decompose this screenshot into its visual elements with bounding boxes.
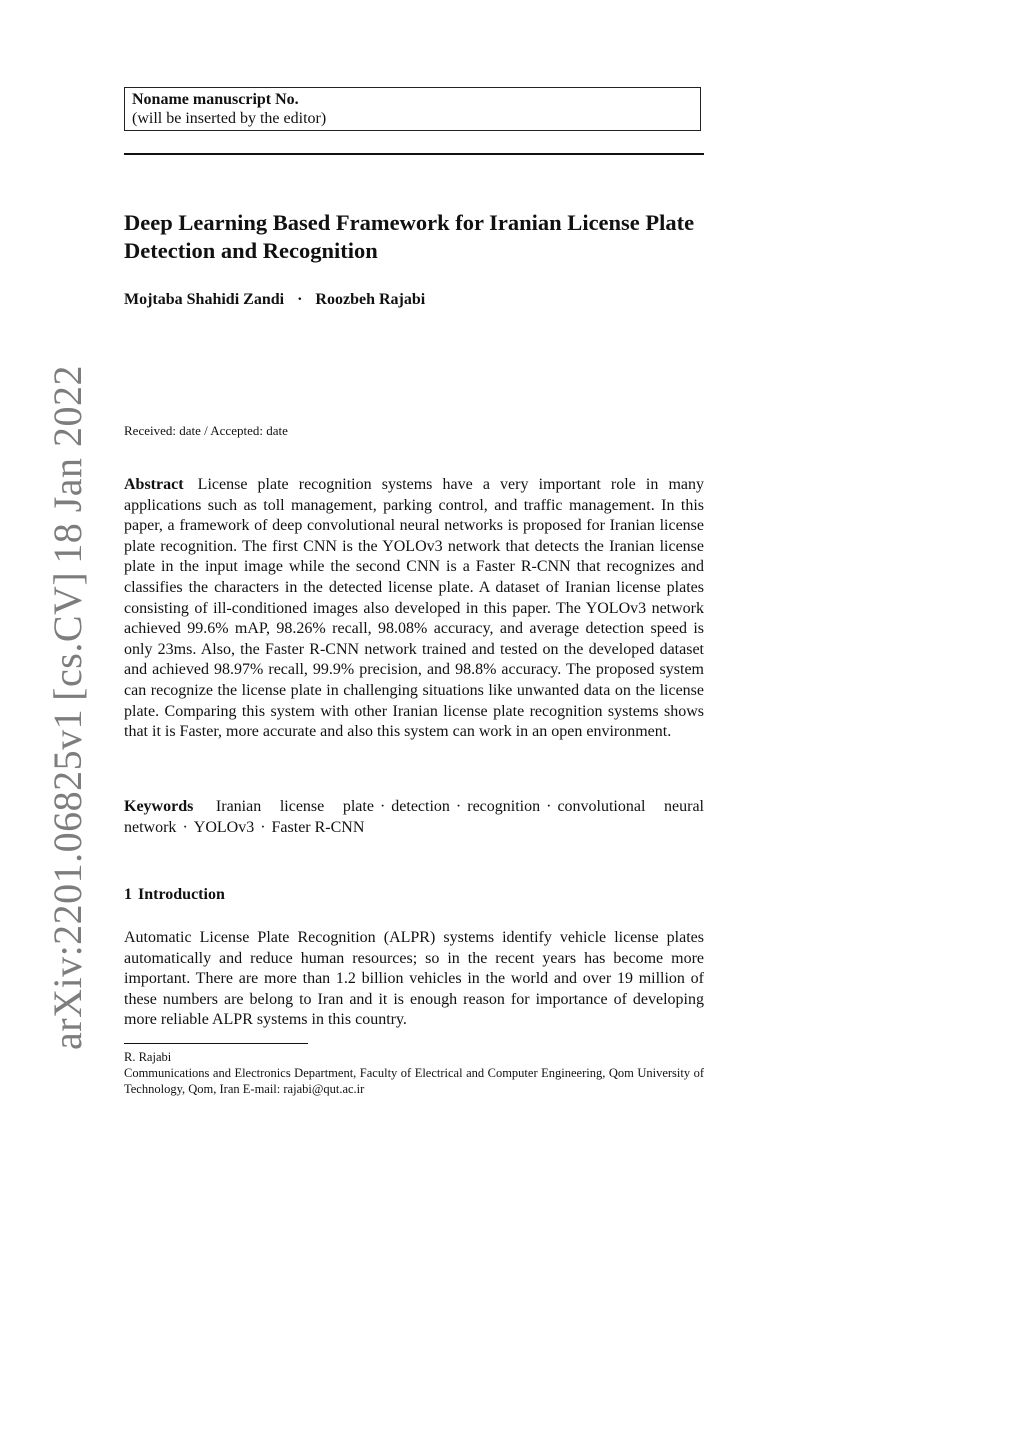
footnote-affiliation: Communications and Electronics Department, Faculty of Electrical and Computer Engineering, Qom University of Technology, Qom, Iran E-mail: rajabi@qut.ac.ir <box>124 1066 704 1096</box>
keyword: recognition <box>467 798 541 815</box>
keywords <box>124 797 704 838</box>
keyword-separator: · <box>182 818 188 836</box>
keyword-separator: · <box>260 818 266 836</box>
title-rule <box>124 153 704 155</box>
keyword-separator: · <box>455 798 462 815</box>
manuscript-header-box <box>124 87 701 131</box>
keyword: YOLOv3 <box>193 818 255 836</box>
keyword: convolutional neural network <box>124 798 704 836</box>
abstract-text: License plate recognition systems have a very important role in many applications such as toll management, parking control, and traffic management. In this paper, a framework of deep convolutional neural networks is proposed for Iranian license plate recognition. The first CNN is the YOLOv3 network that detects the Iranian license plate in the input image while the second CNN is a Faster R-CNN that recognizes and classifies the characters in the detected license plate. A dataset of Iranian license plates consisting of ill-conditioned images also developed in this paper. The YOLOv3 network achieved 99.6% mAP, 98.26% recall, 98.08% accuracy, and average detection speed is only 23ms. Also, the Faster R-CNN network trained and tested on the developed dataset and achieved 98.97% recall, 99.9% precision, and 98.8% accuracy. The proposed system can recognize the license plate in challenging situations like unwanted data on the license plate. Comparing this system with other Iranian license plate recognition systems shows that it is Faster, more accurate and also this system can work in an open environment. <box>124 476 705 741</box>
footnote-name: R. Rajabi <box>124 1050 172 1064</box>
footnote-rule <box>124 1043 308 1044</box>
received-date: Received: date / Accepted: date <box>124 423 288 438</box>
keyword: detection <box>391 798 450 815</box>
arxiv-category: [cs.CV] <box>45 571 90 701</box>
footnote <box>124 1049 704 1097</box>
keyword-separator: · <box>546 798 552 815</box>
arxiv-stamp <box>44 365 91 1050</box>
arxiv-id: arXiv:2201.06825v1 <box>45 708 90 1050</box>
keyword-separator: · <box>379 798 386 815</box>
introduction-paragraph: Automatic License Plate Recognition (ALPR) systems identify vehicle license plates automatically and reduce human resources; so in the recent years has become more important. There are more than 1.2 billion vehicles in the world and over 19 million of these numbers are belong to Iran and it is enough reason for importance of developing more reliable ALPR systems in this country. <box>124 929 704 1029</box>
section-title: Introduction <box>138 886 225 903</box>
author-name: Mojtaba Shahidi Zandi <box>124 291 285 308</box>
author-name: Roozbeh Rajabi <box>315 291 426 308</box>
author-list <box>124 291 425 309</box>
author-separator: · <box>297 291 303 308</box>
section-heading <box>124 886 225 904</box>
keyword: Faster R-CNN <box>271 818 365 836</box>
abstract <box>124 475 704 743</box>
abstract-label: Abstract <box>124 476 184 493</box>
editor-note: (will be inserted by the editor) <box>132 110 327 127</box>
paper-title: Deep Learning Based Framework for Iranian License Plate Detection and Recognition <box>124 210 695 263</box>
section-number: 1 <box>124 886 132 903</box>
manuscript-number: Noname manuscript No. <box>132 91 299 108</box>
keywords-label: Keywords <box>124 798 194 815</box>
arxiv-date: 18 Jan 2022 <box>45 364 90 564</box>
keyword: Iranian license plate <box>215 798 374 815</box>
